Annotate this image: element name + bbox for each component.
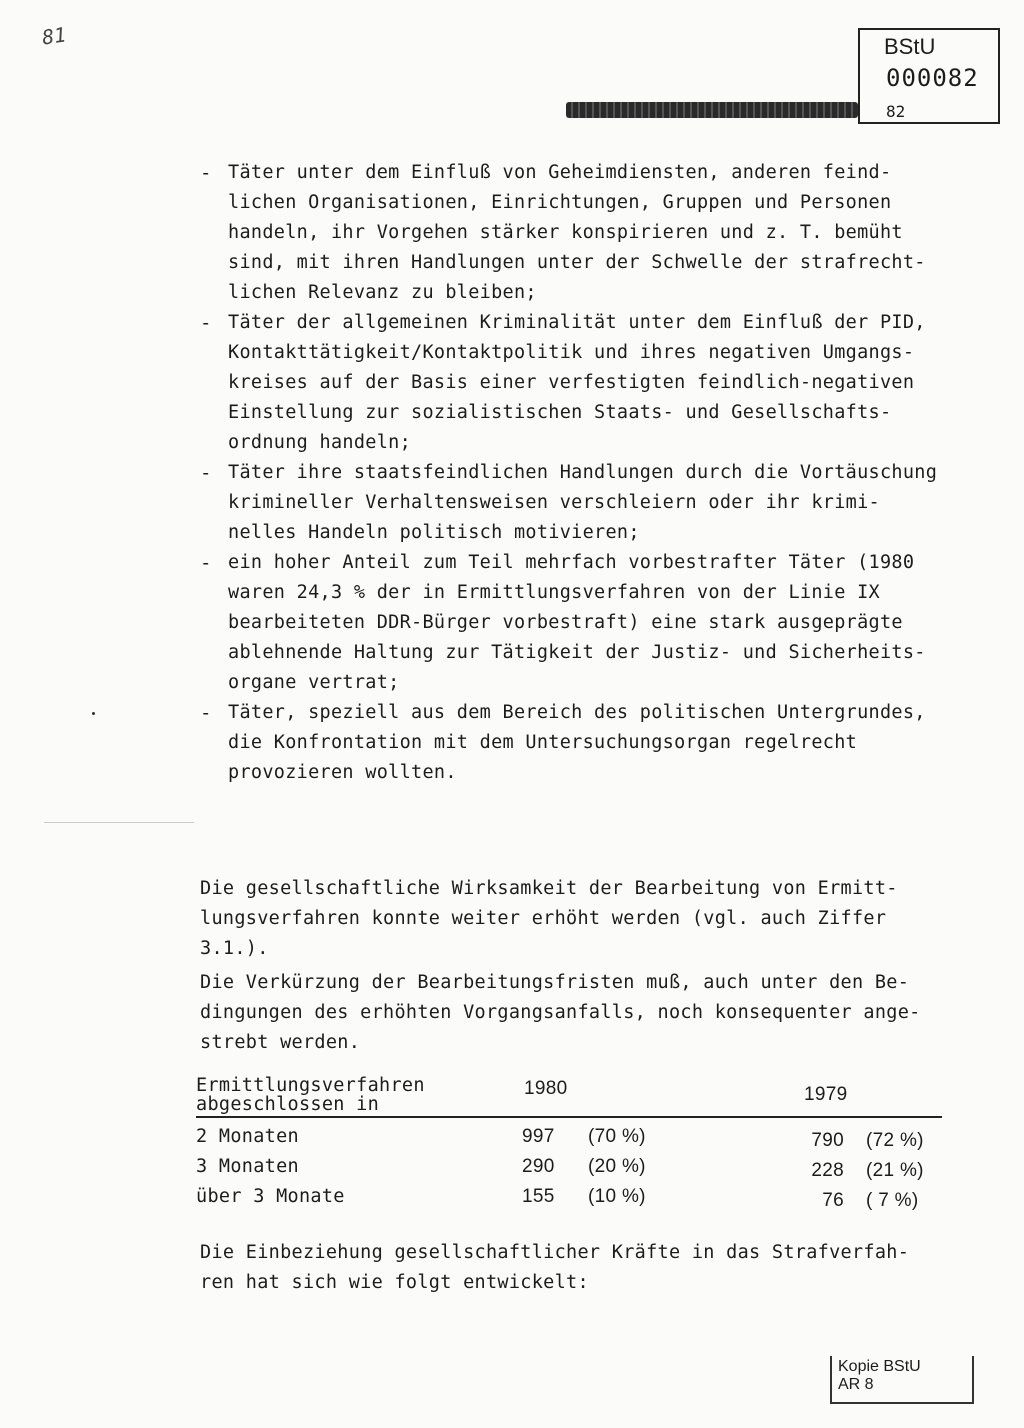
percent-1980: (70 %) xyxy=(588,1126,646,1147)
table-header xyxy=(196,1076,956,1122)
table-header-rule xyxy=(196,1116,942,1118)
percent-1980: (10 %) xyxy=(588,1186,646,1207)
bullet-text: Täter der allgemeinen Kriminalität unter dem Einfluß der PID, Kontakttätigkeit/Kontaktpolitik und ihres negativen Umgangs- kreises auf der Basis einer verfestigten feindlich-negativen Einstellung zur sozialistischen Staats- und Gesellschafts- ordnung handeln; xyxy=(228,312,926,453)
bullet-dash: - xyxy=(200,162,212,184)
percent-1979: ( 7 %) xyxy=(866,1190,919,1211)
statistics-table xyxy=(196,1076,956,1212)
bullet-text: Täter unter dem Einfluß von Geheimdiensten, anderen feind- lichen Organisationen, Einrichtungen, Gruppen und Personen handeln, ihr Vorgehen stärker konspirieren und z. T. bemüht sind, mit ihren Handlungen unter der Schwelle der strafrecht- lichen Relevanz zu bleiben; xyxy=(228,162,926,303)
bullet-text: ein hoher Anteil zum Teil mehrfach vorbestrafter Täter (1980 waren 24,3 % der in Ermittlungsverfahren von der Linie IX bearbeiteten DDR-Bürger vorbestraft) eine stark ausgeprägte ablehnende Haltung zur Tätigkeit der Justiz- und Sicherheits- organe vertrat; xyxy=(228,552,926,693)
table-row xyxy=(196,1182,956,1212)
bullet-item xyxy=(200,458,990,548)
bullet-item xyxy=(200,308,990,458)
percent-1979: (72 %) xyxy=(866,1130,924,1151)
count-1979: 790 xyxy=(811,1130,844,1151)
bullet-list xyxy=(200,158,990,788)
copy-stamp-line-1: Kopie BStU xyxy=(838,1358,921,1375)
stamp-title: BStU xyxy=(884,34,936,59)
stamp-number: 000082 xyxy=(886,64,979,92)
table-row xyxy=(196,1152,956,1182)
bullet-dash: - xyxy=(200,462,212,484)
copy-stamp xyxy=(830,1356,974,1404)
percent-1980: (20 %) xyxy=(588,1156,646,1177)
paragraph-social-forces: Die Einbeziehung gesellschaftlicher Kräfte in das Strafverfah- ren hat sich wie folgt entwickelt: xyxy=(200,1242,910,1293)
count-1979: 76 xyxy=(822,1190,844,1211)
bullet-dash: - xyxy=(200,702,212,724)
copy-stamp-line-2: AR 8 xyxy=(838,1376,874,1393)
table-header-year-1980: 1980 xyxy=(524,1078,568,1099)
table-row xyxy=(196,1122,956,1152)
bullet-item xyxy=(200,548,990,698)
bullet-dash: - xyxy=(200,312,212,334)
count-1980: 290 xyxy=(522,1156,555,1177)
faint-scan-line xyxy=(44,822,194,823)
stamp-page-number: 82 xyxy=(886,102,906,121)
redaction-bar xyxy=(566,102,858,118)
table-header-label: Ermittlungsverfahren abgeschlossen in xyxy=(196,1075,425,1115)
row-label: über 3 Monate xyxy=(196,1186,345,1207)
count-1979: 228 xyxy=(811,1160,844,1181)
scan-speck xyxy=(92,712,95,715)
bullet-text: Täter, speziell aus dem Bereich des politischen Untergrundes, die Konfrontation mit dem Untersuchungsorgan regelrecht provozieren wollten. xyxy=(228,702,926,783)
bullet-item xyxy=(200,698,990,788)
paragraph-effectiveness: Die gesellschaftliche Wirksamkeit der Bearbeitung von Ermitt- lungsverfahren konnte weiter erhöht werden (vgl. auch Ziffer 3.1.). xyxy=(200,878,898,959)
bullet-item xyxy=(200,158,990,308)
bullet-dash: - xyxy=(200,552,212,574)
row-label: 3 Monaten xyxy=(196,1156,299,1177)
archive-stamp xyxy=(858,28,1000,124)
handwritten-page-mark: 81 xyxy=(40,22,68,50)
count-1980: 997 xyxy=(522,1126,555,1147)
row-label: 2 Monaten xyxy=(196,1126,299,1147)
percent-1979: (21 %) xyxy=(866,1160,924,1181)
count-1980: 155 xyxy=(522,1186,555,1207)
paragraph-deadlines: Die Verkürzung der Bearbeitungsfristen muß, auch unter den Be- dingungen des erhöhten Vorgangsanfalls, noch konsequenter ange- strebt werden. xyxy=(200,972,921,1053)
bullet-text: Täter ihre staatsfeindlichen Handlungen durch die Vortäuschung krimineller Verhaltensweisen verschleiern oder ihr krimi- nelles Handeln politisch motivieren; xyxy=(228,462,938,543)
table-header-year-1979: 1979 xyxy=(804,1084,848,1105)
